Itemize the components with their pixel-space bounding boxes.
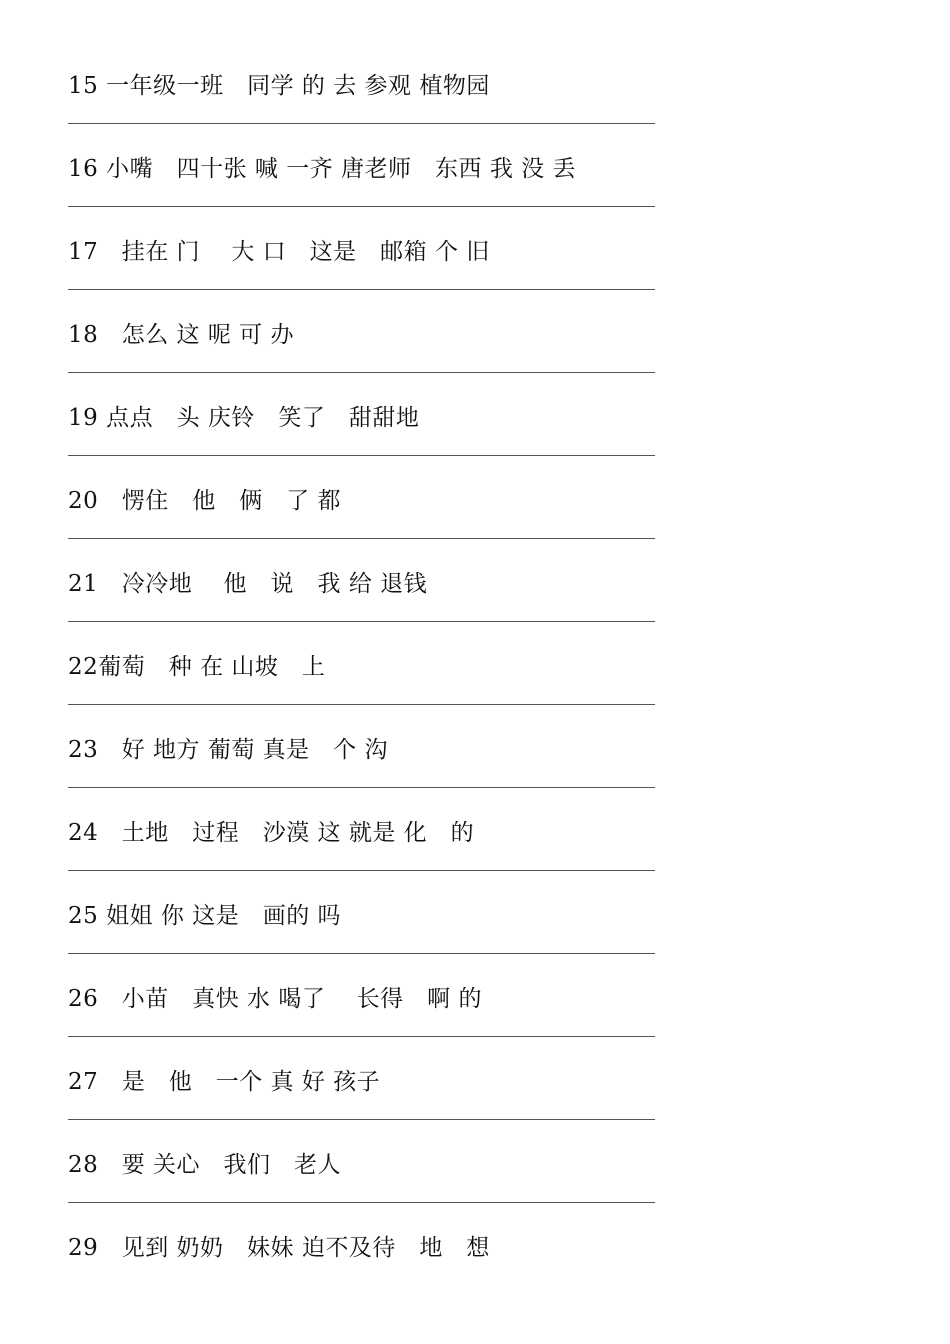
exercise-29 [68,1233,668,1263]
exercise-number: 24 [68,820,99,846]
exercise-row [68,1233,668,1263]
answer-line [68,206,655,207]
answer-line [68,953,655,954]
exercise-number: 23 [68,737,99,763]
answer-line [68,787,655,788]
answer-line [68,1036,655,1037]
exercise-20 [68,486,668,516]
exercise-row [68,1067,668,1097]
exercise-words: 冷冷地 他 说 我 给 退钱 [106,571,428,597]
answer-line [68,455,655,456]
exercise-number: 16 [68,156,99,182]
answer-line [68,538,655,539]
exercise-words: 见到 奶奶 妹妹 迫不及待 地 想 [106,1235,490,1261]
exercise-words: 是 他 一个 真 好 孩子 [106,1069,381,1095]
exercise-row [68,901,668,931]
exercise-22 [68,652,668,682]
exercise-words: 一年级一班 同学 的 去 参观 植物园 [106,73,490,99]
exercise-number: 15 [68,73,99,99]
exercise-row [68,154,668,184]
exercise-number: 29 [68,1235,99,1261]
exercise-28 [68,1150,668,1180]
exercise-row [68,486,668,516]
exercise-row [68,71,668,101]
exercise-words: 葡萄 种 在 山坡 上 [98,654,326,680]
exercise-number: 19 [68,405,99,431]
exercise-number: 28 [68,1152,99,1178]
exercise-row [68,735,668,765]
answer-line [68,372,655,373]
exercise-25 [68,901,668,931]
exercise-words: 姐姐 你 这是 画的 吗 [106,903,342,929]
exercise-row [68,1150,668,1180]
exercise-number: 27 [68,1069,99,1095]
exercise-15 [68,71,668,101]
exercise-words: 要 关心 我们 老人 [106,1152,342,1178]
answer-line [68,621,655,622]
exercise-16 [68,154,668,184]
exercise-row [68,569,668,599]
exercise-words: 挂在 门 大 口 这是 邮箱 个 旧 [106,239,490,265]
answer-line [68,704,655,705]
exercise-words: 愣住 他 俩 了 都 [106,488,342,514]
exercise-number: 17 [68,239,99,265]
exercise-19 [68,403,668,433]
exercise-words: 怎么 这 呢 可 办 [106,322,294,348]
exercise-number: 20 [68,488,99,514]
exercise-number: 21 [68,571,99,597]
answer-line [68,870,655,871]
exercise-number: 25 [68,903,99,929]
exercise-23 [68,735,668,765]
exercise-words: 小嘴 四十张 喊 一齐 唐老师 东西 我 没 丢 [106,156,576,182]
exercise-24 [68,818,668,848]
exercise-words: 小苗 真快 水 喝了 长得 啊 的 [106,986,482,1012]
answer-line [68,123,655,124]
exercise-number: 26 [68,986,99,1012]
exercise-number: 18 [68,322,99,348]
exercise-row [68,237,668,267]
exercise-row [68,652,668,682]
exercise-number: 22 [68,654,99,680]
exercise-row [68,320,668,350]
exercise-words: 点点 头 庆铃 笑了 甜甜地 [106,405,420,431]
exercise-18 [68,320,668,350]
exercise-17 [68,237,668,267]
answer-line [68,289,655,290]
answer-line [68,1119,655,1120]
exercise-21 [68,569,668,599]
exercise-row [68,984,668,1014]
exercise-row [68,818,668,848]
answer-line [68,1202,655,1203]
exercise-26 [68,984,668,1014]
exercise-row [68,403,668,433]
exercise-words: 土地 过程 沙漠 这 就是 化 的 [106,820,475,846]
exercise-27 [68,1067,668,1097]
exercise-words: 好 地方 葡萄 真是 个 沟 [106,737,388,763]
